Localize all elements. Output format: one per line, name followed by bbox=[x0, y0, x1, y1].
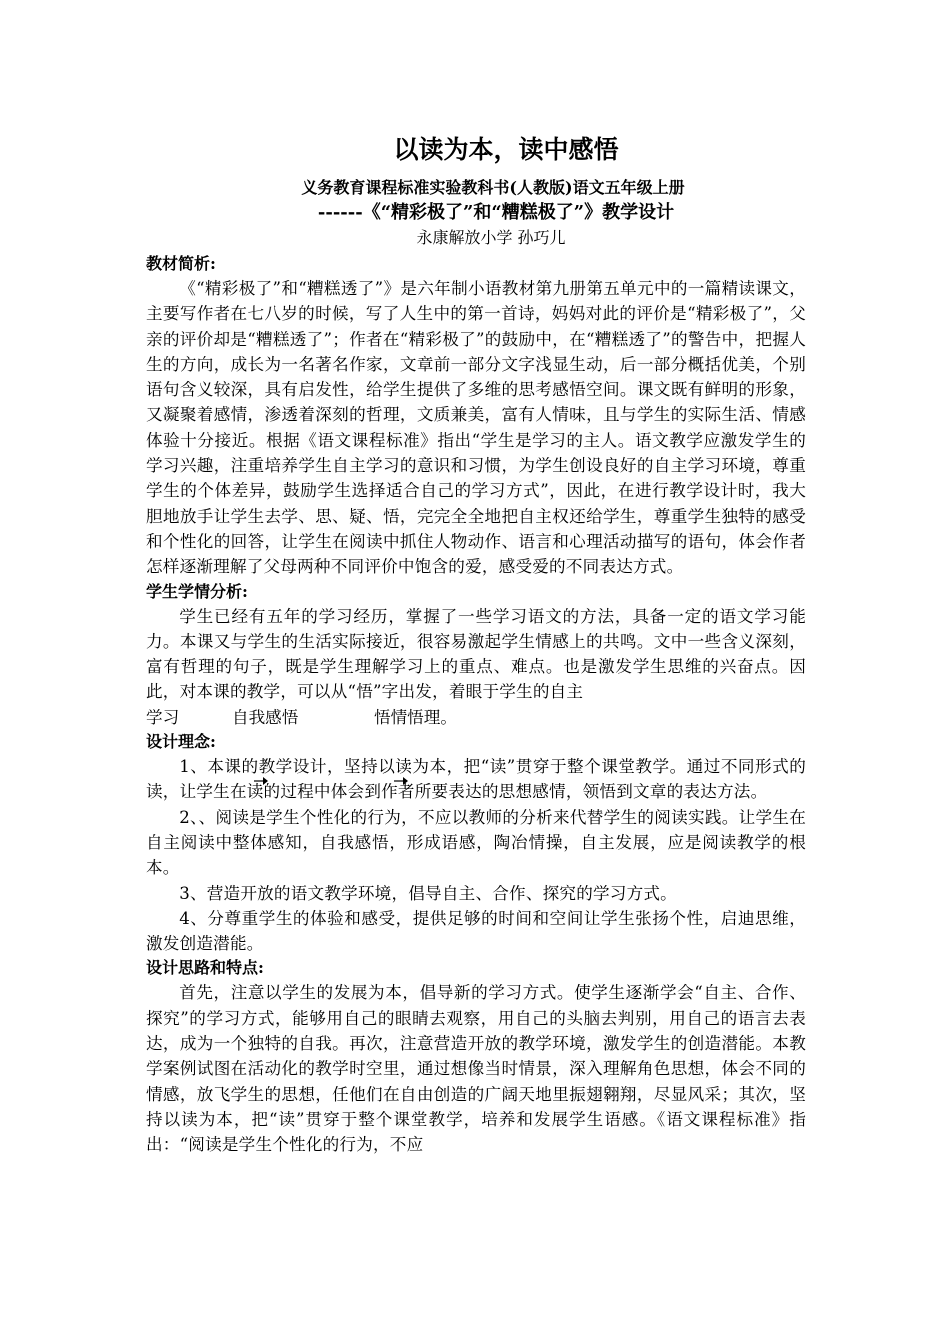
section-heading-materials: 教材简析: bbox=[146, 254, 216, 273]
philosophy-item-4: 4、分尊重学生的体验和感受，提供足够的时间和空间让学生张扬个性，启迪思维，激发创造潜能。 bbox=[146, 908, 806, 954]
paragraph-approach: 首先，注意以学生的发展为本，倡导新的学习方式。使学生逐渐学会“自主、合作、探究”的学习方式，能够用自己的眼睛去观察，用自己的头脑去判别，用自己的语言去表达，成为一个独特的自我。再次，注意营造开放的教学环境，激发学生的创造潜能。本教学案例试图在活动化的教学时空里，通过想像当时情景，深入理解角色思想，体会不同的情感，放飞学生的思想，任他们在自由创造的广阔天地里振翅翱翔，尽显风采；其次，坚持以读为本，把“读”贯穿于整个课堂教学，培养和发展学生语感。《语文课程标准》指出：“阅读是学生个性化的行为，不应 bbox=[146, 983, 806, 1155]
philosophy-item-2: 2、、阅读是学生个性化的行为，不应以教师的分析来代替学生的阅读实践。让学生在自主阅读中整体感知，自我感悟，形成语感，陶冶情操，自主发展，应是阅读教学的根本。 bbox=[146, 807, 806, 878]
section-students bbox=[146, 580, 806, 730]
gap-item-feeling-reason: 悟情悟理。 bbox=[374, 707, 457, 727]
arrow-mark-icon bbox=[254, 776, 268, 786]
section-heading-philosophy: 设计理念: bbox=[146, 732, 216, 752]
document-title: 以读为本，读中感悟 bbox=[393, 135, 619, 164]
students-gap-line bbox=[146, 705, 806, 730]
document-page bbox=[146, 132, 806, 1158]
section-materials bbox=[146, 252, 806, 580]
document-lesson-title: ------《“精彩极了”和“糟糕极了”》教学设计 bbox=[317, 202, 675, 223]
gap-item-study: 学习 bbox=[146, 707, 180, 727]
philosophy-item-3: 3、营造开放的语文教学环境，倡导自主、合作、探究的学习方式。 bbox=[179, 883, 677, 903]
philosophy-item-1: 1、本课的教学设计，坚持以读为本，把“读”贯穿于整个课堂教学。通过不同形式的读，让学生在读的过程中体会到作者所要表达的思想感情，领悟到文章的表达方法。 bbox=[146, 757, 806, 802]
arrow-mark-icon bbox=[394, 776, 408, 786]
paragraph-students: 学生已经有五年的学习经历，掌握了一些学习语文的方法，具备一定的语文学习能力。本课又与学生的生活实际接近，很容易激起学生情感上的共鸣。文中一些含义深刻，富有哲理的句子，既是学生理解学习上的重点、难点。也是激发学生思维的兴奋点。因此，对本课的教学，可以从“悟”字出发，着眼于学生的自主 bbox=[146, 606, 806, 702]
document-author: 永康解放小学 孙巧儿 bbox=[416, 228, 566, 247]
gap-item-self-perception: 自我感悟 bbox=[232, 707, 299, 727]
section-approach bbox=[146, 956, 806, 1157]
paragraph-materials: 《“精彩极了”和“糟糕透了”》是六年制小语教材第九册第五单元中的一篇精读课文，主要写作者在七八岁的时候，写了人生中的第一首诗，妈妈对此的评价是“精彩极了”，父亲的评价却是“糟糕透了”；作者在“精彩极了”的鼓励中，在“糟糕透了”的警告中，把握人生的方向，成长为一名著名作家，文章前一部分文字浅显生动，后一部分概括优美，个别语句含义较深，具有启发性，给学生提供了多维的思考感悟空间。课文既有鲜明的形象，又凝聚着感情，渗透着深刻的哲理，文质兼美，富有人情味，且与学生的实际生活、情感体验十分接近。根据《语文课程标准》指出“学生是学习的主人。语文教学应激发学生的学习兴趣，注重培养学生自主学习的意识和习惯，为学生创设良好的自主学习环境，尊重学生的个体差异，鼓励学生选择适合自己的学习方式”，因此，在进行教学设计时，我大胆地放手让学生去学、思、疑、悟，完完全全地把自主权还给学生，尊重学生独特的感受和个性化的回答，让学生在阅读中抓住人物动作、语言和心理活动描写的语句，体会作者怎样逐渐理解了父母两种不同评价中饱含的爱，感受爱的不同表达方式。 bbox=[146, 279, 806, 577]
section-philosophy bbox=[146, 730, 806, 956]
document-subtitle: 义务教育课程标准实验教科书(人教版)语文五年级上册 bbox=[301, 178, 685, 197]
section-heading-students: 学生学情分析: bbox=[146, 581, 248, 601]
section-heading-approach: 设计思路和特点: bbox=[146, 958, 264, 978]
